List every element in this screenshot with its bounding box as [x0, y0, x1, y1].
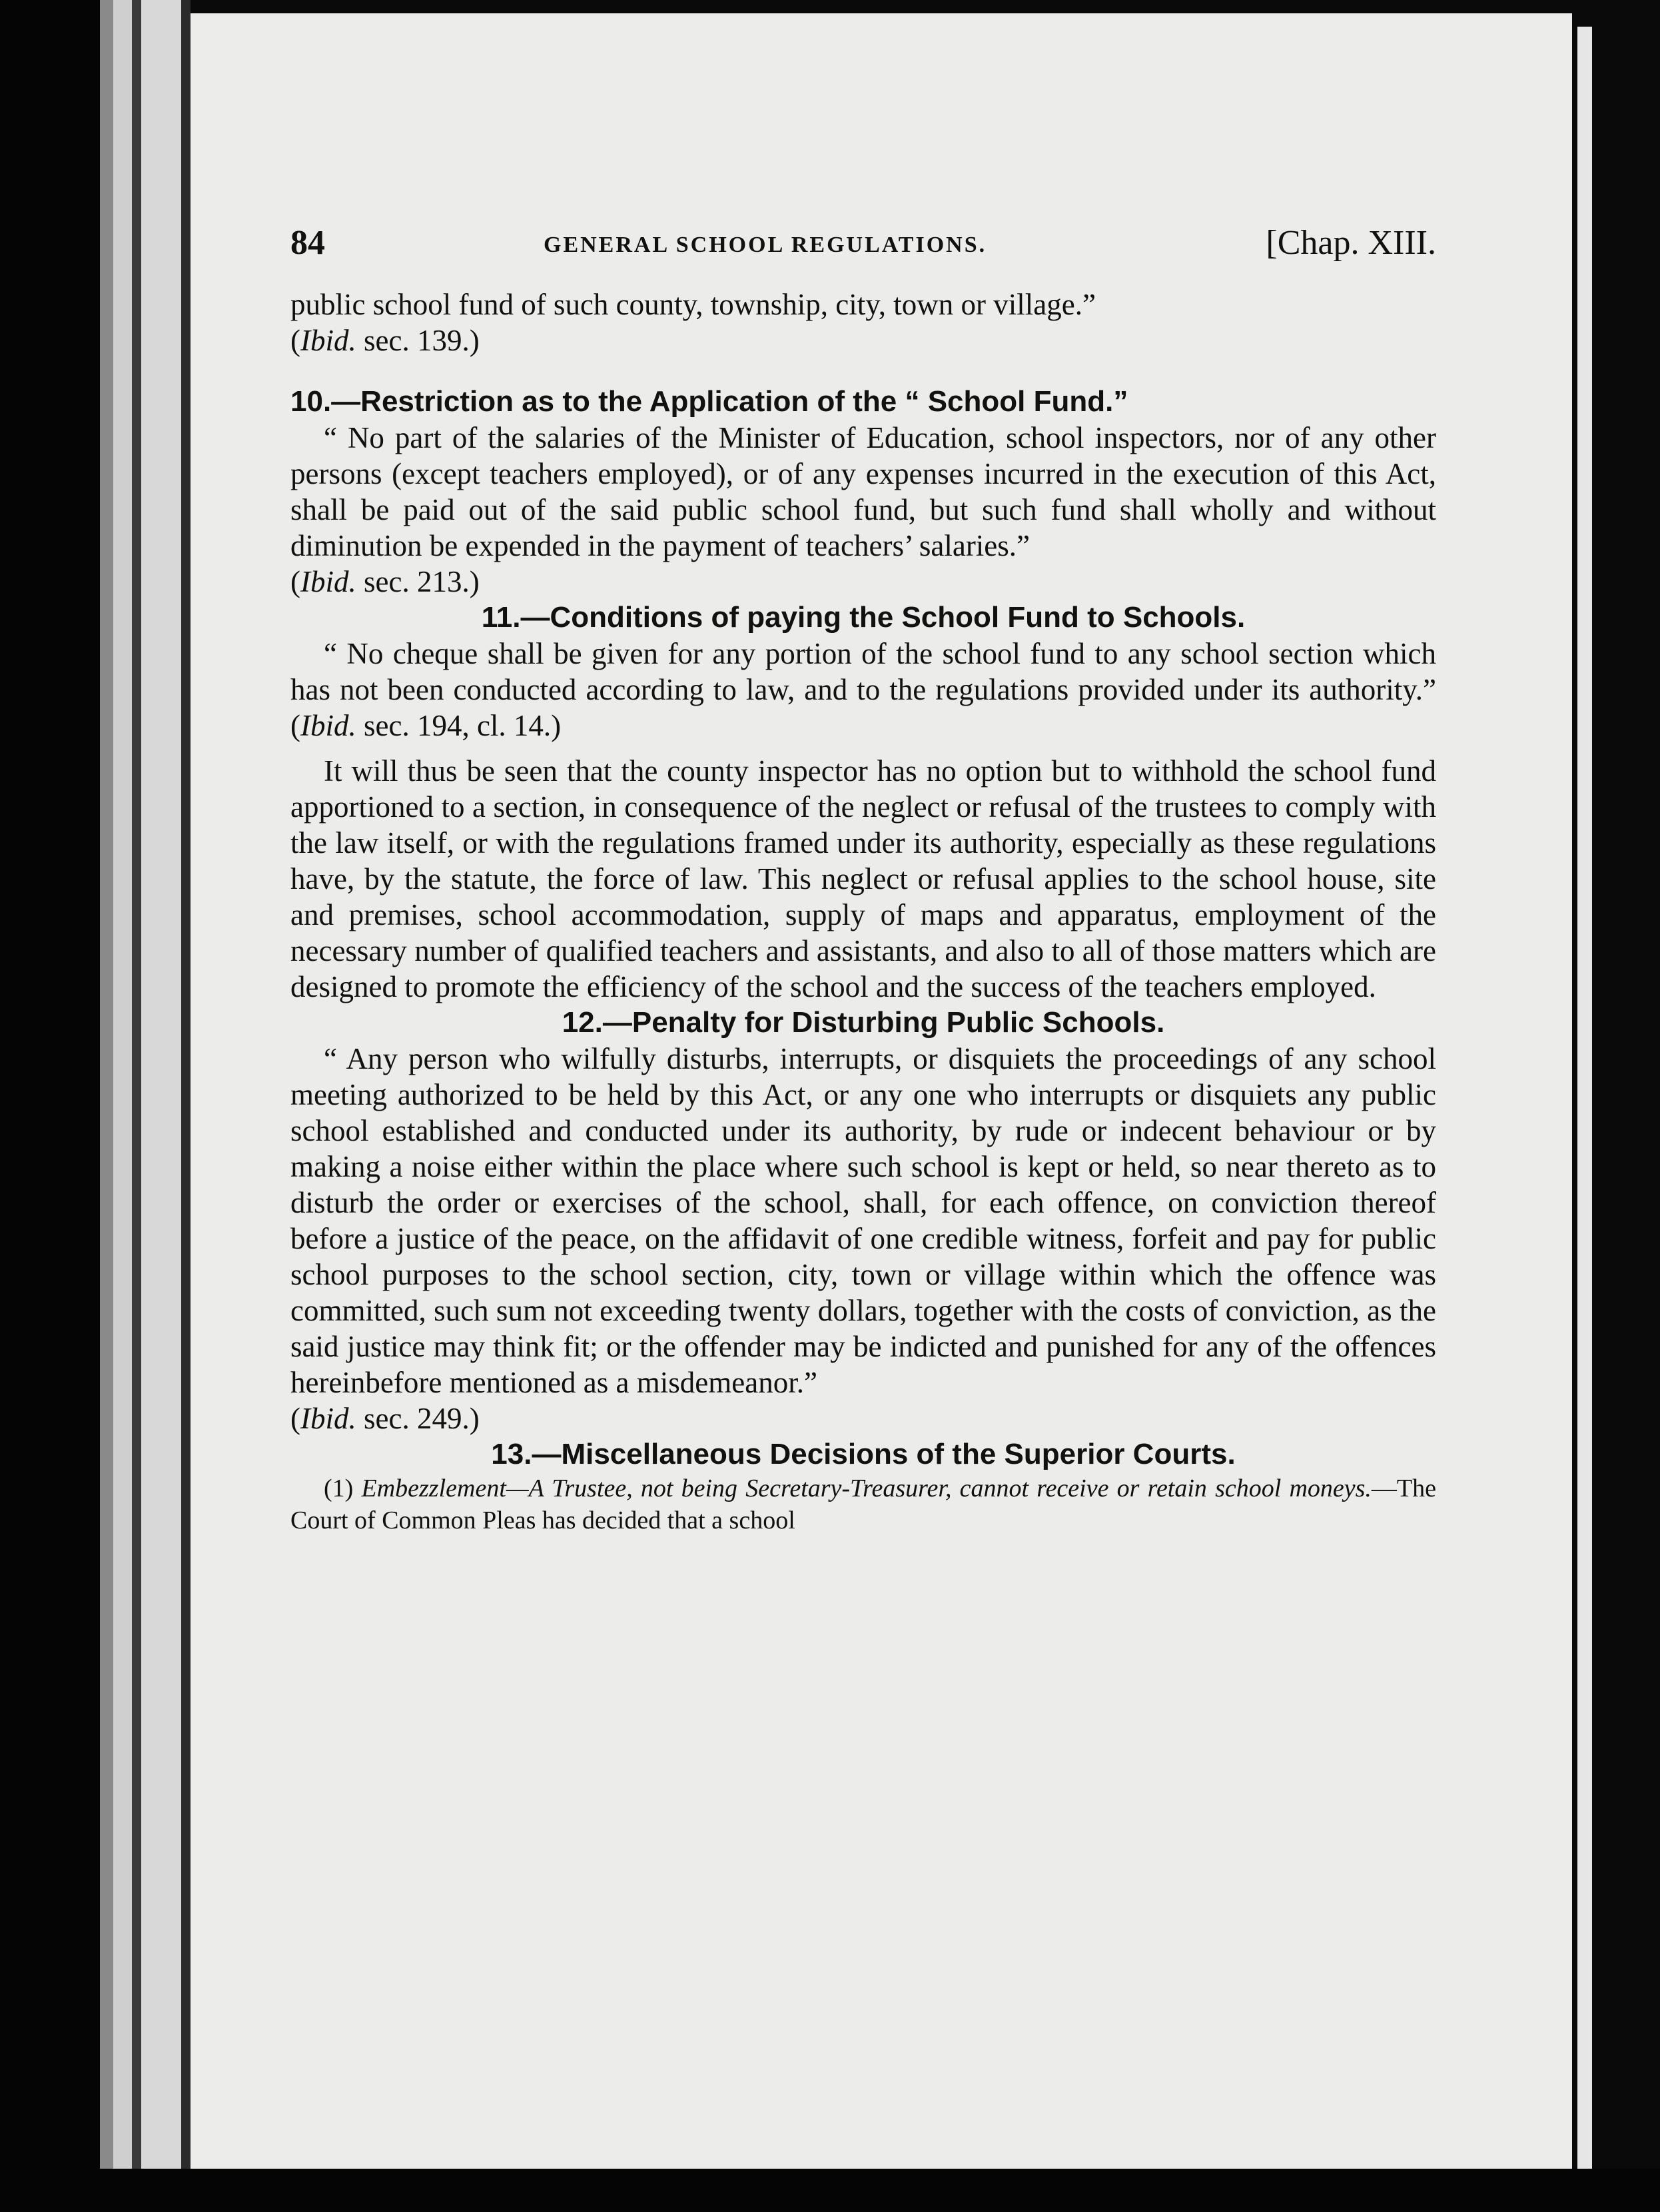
- continued-text: public school fund of such county, township, city, town or village.”: [290, 288, 1096, 321]
- decision-text: —The Court of Common Pleas has decided that a school: [290, 1474, 1436, 1534]
- decision-1: [290, 1472, 1436, 1536]
- page-number: 84: [290, 224, 325, 262]
- page-edge-4: [141, 0, 181, 2212]
- decision-title: Embezzlement—A Trustee, not being Secretary-Treasurer, cannot receive or retain school moneys.: [361, 1474, 1372, 1502]
- page-body: [290, 286, 1436, 1536]
- paragraph-12: “ Any person who wilfully disturbs, interrupts, or disquiets the proceedings of any school meeting authorized to be held by this Act, or any one who interrupts or disquiets any public school established and conducted under its authority, by rude or indecent behaviour or by making a noise either within the place where such school is kept or held, so near thereto as to disturb the order or exercises of the school, shall, for each offence, on conviction thereof before a justice of the peace, on the affidavit of one credible witness, forfeit and pay for public school purposes to the school section, city, town or village within which the offence was committed, such sum not exceeding twenty dollars, together with the costs of conviction, as the said justice may think fit; or the offender may be indicted and punished for any of the offences hereinbefore mentioned as a misdemeanor.”: [290, 1042, 1436, 1399]
- citation-ibid: Ibid.: [300, 709, 356, 742]
- section-heading-13: 13.—Miscellaneous Decisions of the Superior Courts.: [491, 1438, 1236, 1470]
- paragraph-11a: [290, 636, 1436, 744]
- citation: (Ibid. sec. 213.): [290, 565, 480, 598]
- chapter-reference: [Chap. XIII.: [1266, 224, 1436, 262]
- citation-rest: sec. 139.): [356, 324, 480, 357]
- paragraph-11a-text: “ No cheque shall be given for any portion of the school fund to any school section which has not been conducted according to law, and to the regulations provided under its authority.” (: [290, 637, 1436, 742]
- page-edge-5: [181, 0, 191, 2212]
- page-edge-1: [100, 0, 113, 2212]
- section-heading-12: 12.—Penalty for Disturbing Public Schools.: [562, 1006, 1165, 1039]
- citation-rest: sec. 194, cl. 14.): [356, 709, 562, 742]
- citation-ibid: Ibid.: [300, 324, 356, 357]
- page-edge-2: [113, 0, 132, 2212]
- paragraph-11b: It will thus be seen that the county inspector has no option but to withhold the school fund apportioned to a section, in consequence of the neglect or refusal of the trustees to comply with the law itself, or with the regulations framed under its authority, especially as these regulations have, by the statute, the force of law. This neglect or refusal applies to the school house, site and premises, school accommodation, supply of maps and apparatus, employment of the necessary number of qualified teachers and assistants, and also to all of those matters which are designed to promote the efficiency of the school and the success of the teachers employed.: [290, 754, 1436, 1003]
- binding-shadow: [0, 0, 100, 2212]
- citation-ibid: Ibid.: [300, 1402, 356, 1435]
- section-heading-11: 11.—Conditions of paying the School Fund to Schools.: [481, 601, 1246, 634]
- citation-rest: sec. 213.): [356, 565, 480, 598]
- citation: (Ibid. sec. 249.): [290, 1402, 480, 1435]
- paragraph-10: “ No part of the salaries of the Minister of Education, school inspectors, nor of any other persons (except teachers employed), or of any expenses incurred in the execution of this Act, shall be paid out of the said public school fund, but such fund shall wholly and without diminution be expended in the payment of teachers’ salaries.”: [290, 421, 1436, 562]
- citation: (Ibid. sec. 139.): [290, 324, 480, 357]
- running-title: GENERAL SCHOOL REGULATIONS.: [544, 233, 987, 257]
- page-edge-3: [132, 0, 141, 2212]
- running-head: [290, 223, 1436, 270]
- decision-number: (1): [324, 1474, 362, 1502]
- facing-page-edge: [1577, 27, 1592, 2179]
- bottom-shadow: [0, 2169, 1660, 2212]
- citation-rest: sec. 249.): [356, 1402, 480, 1435]
- citation-ibid: Ibid.: [300, 565, 356, 598]
- section-heading-10: 10.—Restriction as to the Application of the “ School Fund.”: [290, 385, 1128, 418]
